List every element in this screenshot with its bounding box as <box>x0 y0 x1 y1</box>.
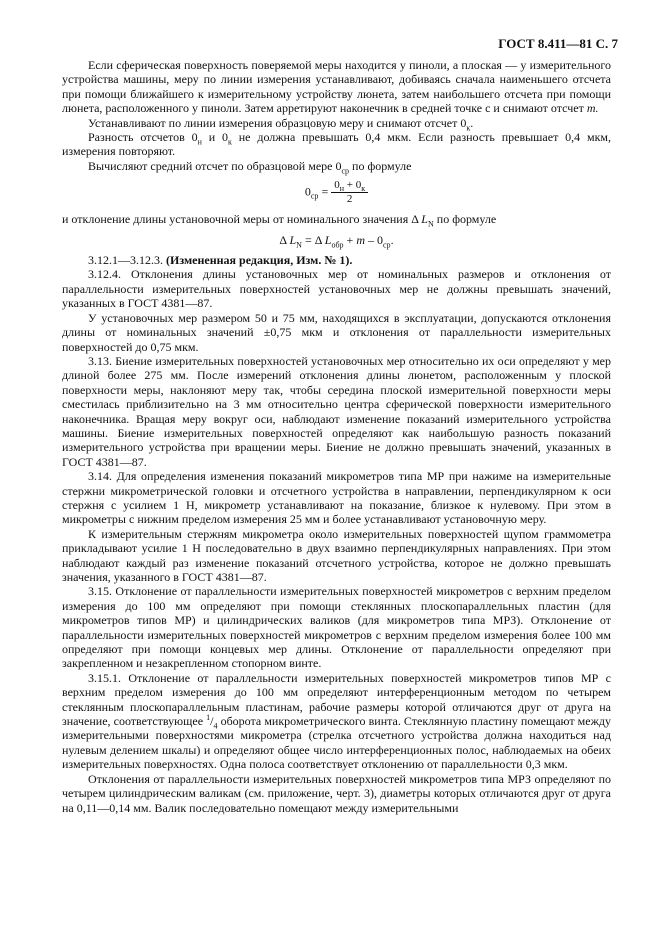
fraction-numerator: $0_н + 0_к$ <box>331 179 368 193</box>
paragraph-5: и отклонение длины установочной меры от номинального значения Δ $L_N$ по формуле <box>62 212 497 229</box>
paragraph-7: 3.12.4. Отклонения длины установочных мер от номинальных размеров и отклонения от параллельности измерительных поверхностей установочных мер не должны превышать значений, указанных в ГОСТ 4381—87. <box>62 267 611 311</box>
formula-mean-reading: $0_{ср}$ = $\frac{0_н + 0_к}{2}$ <box>62 179 611 206</box>
paragraph-11: К измерительным стержням микрометра около измерительных поверхностей щупом граммометра прикладывают усилие 1 Н последовательно в двух взаимно перпендикулярных направлениях. При этом наблюдают каждый раз изменение показаний отсчетного устройства, которое не должно превышать значения, указанного в ГОСТ 4381—87. <box>62 526 611 584</box>
fraction <box>331 179 368 206</box>
paragraph-2: Устанавливают по линии измерения образцовую меру и снимают отсчет $0_к$. <box>88 115 474 133</box>
paragraph-6: 3.12.1—3.12.3. (Измененная редакция, Изм. № 1). <box>88 253 353 268</box>
paragraph-1: Если сферическая поверхность поверяемой меры находится у пиноли, а плоская — у измерительного устройства машины, меру по линии измерения устанавливают, добиваясь сначала наименьшего отсчета при помощи ближайшего к измерительному устройству люнета, затем наибольшего отсчета при помощи люнета, расположенного у пиноли. Затем арретируют наконечник в средней точке с и снимают отсчет m. <box>62 58 611 116</box>
formula-length-deviation: Δ $L_N = \Delta$ $L_{обр} + m - 0_{ср}$. <box>279 232 394 250</box>
paragraph-3: Разность отсчетов $0_н$ и $0_к$ не должна превышать 0,4 мкм. Если разность превышает 0,4 мкм, измерения повторяют. <box>62 130 612 159</box>
paragraph-8: У установочных мер размером 50 и 75 мм, находящихся в эксплуатации, допускаются отклонения длины от номинальных значений ±0,75 мкм и отклонения от параллельности измерительных поверхностей до 0,75 мкм. <box>62 310 611 354</box>
document-body <box>62 58 611 815</box>
paragraph-13: 3.15.1. Отклонение от параллельности измерительных поверхностей микрометров типов МР с верхним пределом измерения до 100 мм определяют интерференционным методом по четырем стеклянным плоскопараллельным пластинам, рабочие размеры которой отличаются друг от друга на значение, соответствующее $^1/_4$ оборота микрометрического винта. Стеклянную пластину помещают между измерительными поверхностями микрометра (стрелка отсчетного устройства должна находиться над нулевым делением шкалы) и определяют общее число интерференционных полос, наблюдаемых на обеих измерительных поверхностях. Одна полоса соответствует отклонению от параллельности 0,3 мкм. <box>62 670 611 772</box>
fraction-denominator: 2 <box>346 193 353 206</box>
paragraph-9: 3.13. Биение измерительных поверхностей установочных мер относительно их оси определяют у мер длиной более 275 мм. После измерений отклонения длины люнетом, расположенным у плоской поверхности меры, наклоняют меру так, чтобы середина плоской измерительной поверхности меры сместилась приблизительно на 3 мм относительно центра сферической поверхности измерительного наконечника. Вращая меру вокруг оси, наблюдают изменение показаний измерительного устройства машины. Биение измерительных поверхностей определяют как наибольшую разность показаний измерительного устройства при вращении меры. Биение не должно превышать значений, указанных в ГОСТ 4381—87. <box>62 353 611 469</box>
paragraph-4: Вычисляют средний отсчет по образцовой мере $0_{ср}$ по формуле <box>88 158 412 176</box>
paragraph-12: 3.15. Отклонение от параллельности измерительных поверхностей микрометров с верхним пределом измерения до 100 мм определяют при помощи стеклянных плоскопараллельных пластин (для микрометров типов МР) и цилиндрических валиков (для микрометров типа МРЗ). Отклонение от параллельности измерительных поверхностей микрометров с верхним пределом измерения более 100 мм определяют при помощи концевых мер длины. Отклонение от параллельности определяют при закрепленном и незакрепленном стопорном винте. <box>62 584 611 671</box>
paragraph-14: Отклонения от параллельности измерительных поверхностей микрометров типа МРЗ определяют по четырем цилиндрическим валикам (см. приложение, черт. 3), диаметры которых отличаются друг от друга на 0,11—0,14 мм. Валик последовательно помещают между измерительными <box>62 771 611 815</box>
paragraph-10: 3.14. Для определения изменения показаний микрометров типа МР при нажиме на измерительные стержни микрометрической головки и отсчетного устройства в направлении, перпендикулярном к оси стержня с усилием 1 Н, микрометр устанавливают на показание, близкое к нулевому. При этом в микрометры с нижним пределом измерения 25 мм и более устанавливают установочную меру. <box>62 469 611 527</box>
page-header: ГОСТ 8.411—81 С. 7 <box>498 36 618 51</box>
